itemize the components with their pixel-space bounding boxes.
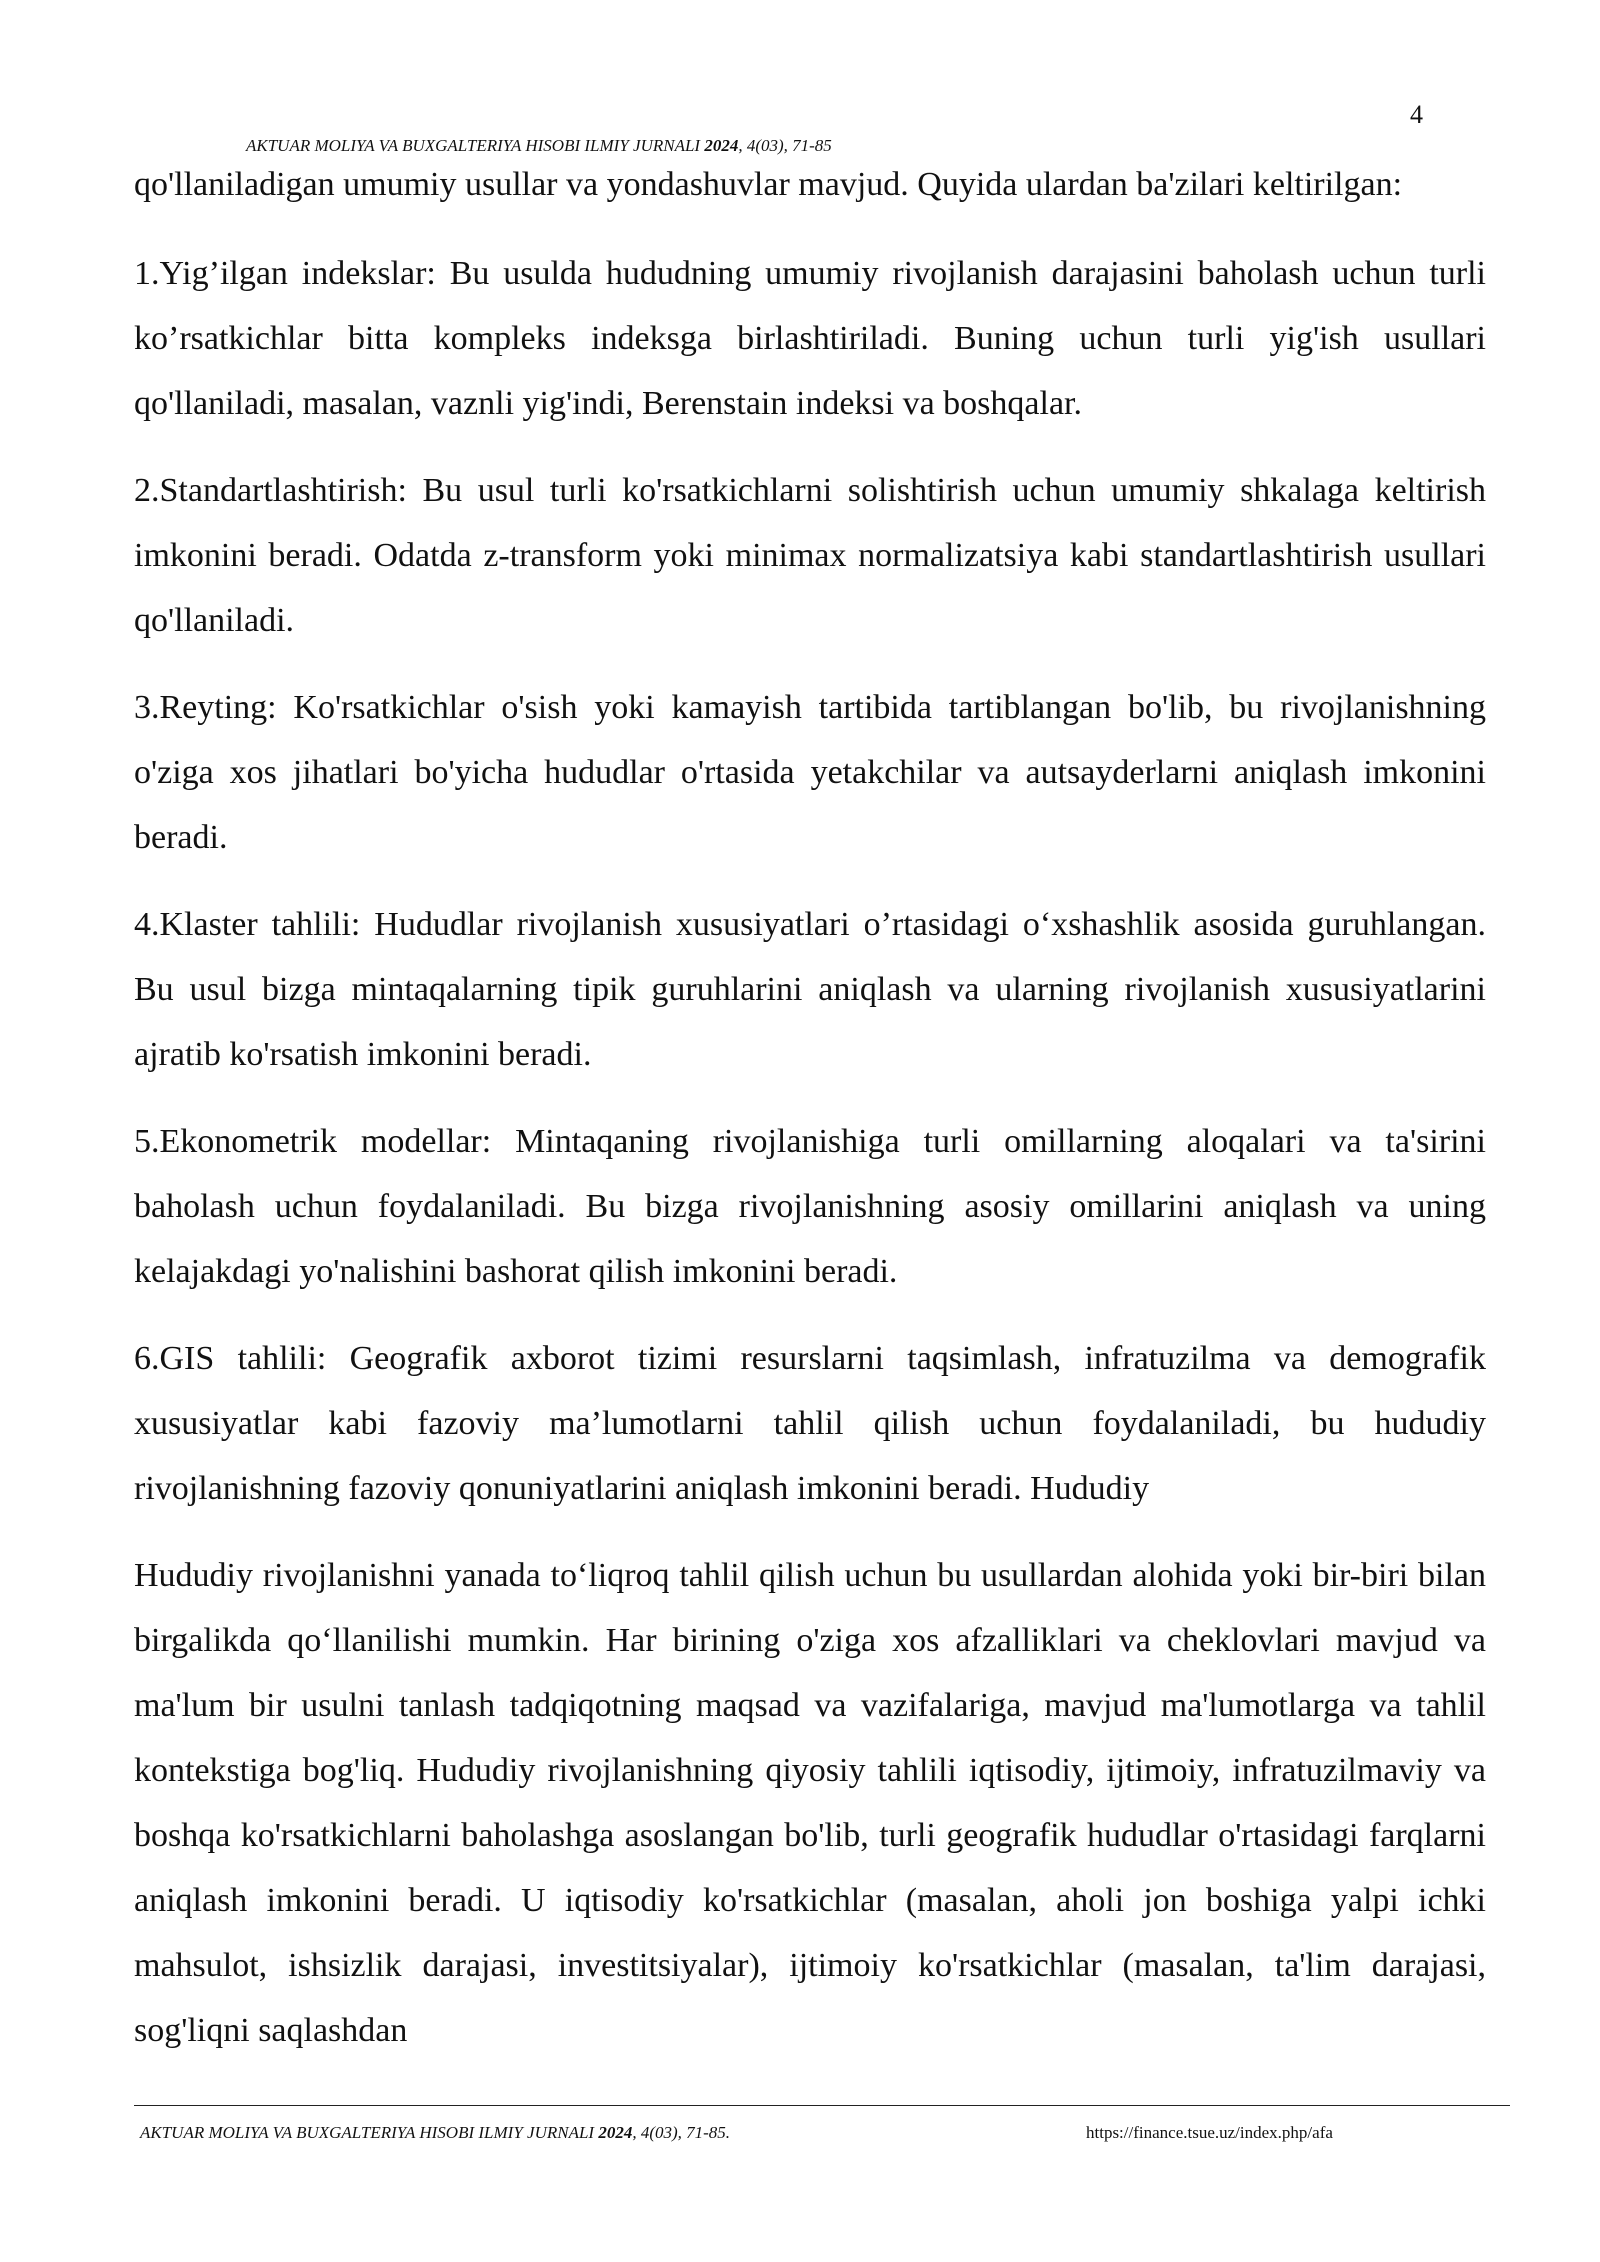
paragraph-item-5: 5.Ekonometrik modellar: Mintaqaning rivojlanishiga turli omillarning aloqalari va ta'sirini baholash uchun foydalaniladi. Bu bizga rivojlanishning asosiy omillarini aniqlash va uning kelajakdagi yo'nalishini bashorat qilish imkonini beradi. <box>134 1123 1486 1290</box>
page-number: 4 <box>1410 100 1423 129</box>
paragraph-item-2: 2.Standartlashtirish: Bu usul turli ko'rsatkichlarni solishtirish uchun umumiy shkalaga keltirish imkonini beradi. Odatda z-transform yoki minimax normalizatsiya kabi standartlashtirish usullari qo'llaniladi. <box>134 472 1486 639</box>
paragraph-item-1: 1.Yig’ilgan indekslar: Bu usulda hududning umumiy rivojlanish darajasini baholash uchun turli ko’rsatkichlar bitta kompleks indeksga birlashtiriladi. Buning uchun turli yig'ish usullari qo'llaniladi, masalan, vaznli yig'indi, Berenstain indeksi va boshqalar. <box>134 255 1486 422</box>
footer-divider <box>134 2105 1510 2106</box>
paragraph-conclusion: Hududiy rivojlanishni yanada to‘liqroq tahlil qilish uchun bu usullardan alohida yoki bir-biri bilan birgalikda qo‘llanilishi mumkin. Har birining o'ziga xos afzalliklari va cheklovlari mavjud va ma'lum bir usulni tanlash tadqiqotning maqsad va vazifalariga, mavjud ma'lumotlarga va tahlil kontekstiga bog'liq. Hududiy rivojlanishning qiyosiy tahlili iqtisodiy, ijtimoiy, infratuzilmaviy va boshqa ko'rsatkichlarni baholashga asoslangan bo'lib, turli geografik hududlar o'rtasidagi farqlarni aniqlash imkonini beradi. U iqtisodiy ko'rsatkichlar (masalan, aholi jon boshiga yalpi ichki mahsulot, ishsizlik darajasi, investitsiyalar), ijtimoiy ko'rsatkichlar (masalan, ta'lim darajasi, sog'liqni saqlashdan <box>134 1557 1486 2049</box>
footer-journal-name: AKTUAR MOLIYA VA BUXGALTERIYA HISOBI ILMIY JURNALI <box>140 2123 595 2142</box>
header-year: 2024 <box>704 136 739 155</box>
footer-year: 2024 <box>598 2123 633 2142</box>
paragraph-item-3: 3.Reyting: Ko'rsatkichlar o'sish yoki kamayish tartibida tartiblangan bo'lib, bu rivojlanishning o'ziga xos jihatlari bo'yicha hududlar o'rtasida yetakchilar va autsayderlarni aniqlash imkonini beradi. <box>134 689 1486 856</box>
header-journal-name: AKTUAR MOLIYA VA BUXGALTERIYA HISOBI ILMIY JURNALI <box>246 136 701 155</box>
footer-issue-pages: , 4(03), 71-85. <box>632 2123 731 2142</box>
footer-citation <box>140 2123 730 2143</box>
paragraph-intro: qo'llaniladigan umumiy usullar va yondashuvlar mavjud. Quyida ulardan ba'zilari keltirilgan: <box>134 166 1403 203</box>
paragraph-item-6: 6.GIS tahlili: Geografik axborot tizimi resurslarni taqsimlash, infratuzilma va demografik xususiyatlar kabi fazoviy ma’lumotlarni tahlil qilish uchun foydalaniladi, bu hududiy rivojlanishning fazoviy qonuniyatlarini aniqlash imkonini beradi. Hududiy <box>134 1340 1486 1507</box>
footer-url-link[interactable]: https://finance.tsue.uz/index.php/afa <box>1086 2123 1333 2142</box>
header-issue-pages: , 4(03), 71-85 <box>738 136 832 155</box>
paragraph-item-4: 4.Klaster tahlili: Hududlar rivojlanish xususiyatlari o’rtasidagi o‘xshashlik asosida guruhlangan. Bu usul bizga mintaqalarning tipik guruhlarini aniqlash va ularning rivojlanish xususiyatlarini ajratib ko'rsatish imkonini beradi. <box>134 906 1486 1073</box>
body-text <box>134 152 1486 2063</box>
